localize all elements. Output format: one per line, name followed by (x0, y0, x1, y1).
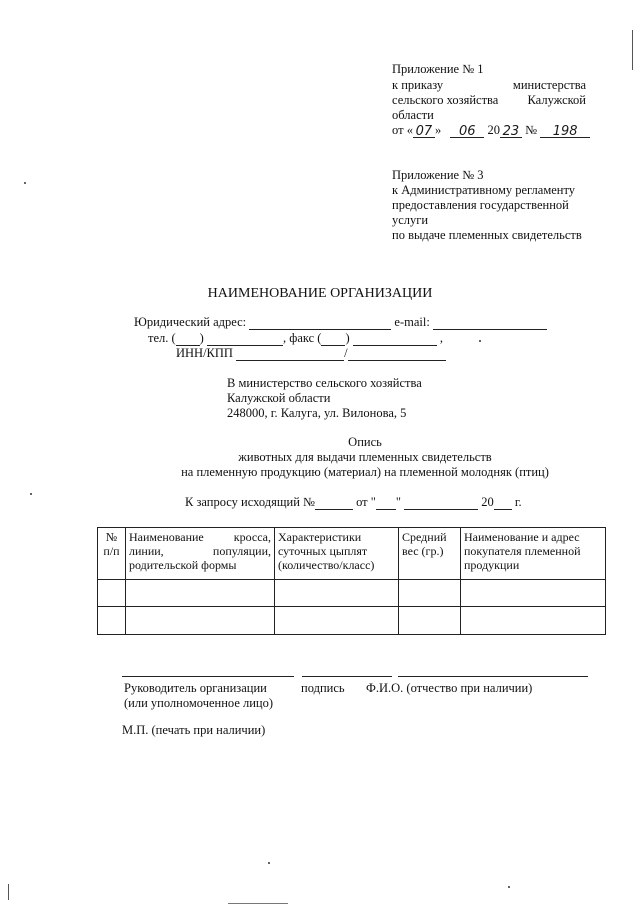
fax-close: ) (345, 331, 350, 345)
request-month-field[interactable] (404, 496, 478, 510)
col-name-header-l3: родительской формы (129, 558, 237, 572)
appendix1-day: 07 (413, 124, 435, 138)
recipient-line1: В министерство сельского хозяйства (227, 376, 422, 390)
col-number-header-l1: № (105, 530, 118, 544)
appendix1-line2-b: министерства (512, 78, 586, 92)
table-cell[interactable] (126, 580, 275, 607)
col-buyer-header-l2: покупателя племенной (464, 544, 581, 558)
request-from: от " (356, 495, 376, 509)
col-name-header-w4: популяции, (212, 544, 271, 558)
table-cell[interactable] (399, 580, 461, 607)
appendix1-year-prefix: 20 (487, 123, 500, 137)
appendix1-line4: области (392, 108, 434, 122)
legal-address-field[interactable] (249, 316, 391, 330)
signature-line[interactable] (302, 676, 392, 677)
appendix1-date-prefix: от (392, 123, 404, 137)
col-name-header-w2: кросса, (233, 530, 271, 544)
col-name-header-w1: Наименование (129, 530, 204, 544)
request-label: К запросу исходящий № (185, 495, 315, 509)
phone-close: ) (199, 331, 204, 345)
kpp-field[interactable] (348, 347, 446, 361)
scan-edge-mark (8, 884, 9, 900)
appendix1-line3 (392, 93, 586, 108)
table-cell[interactable] (98, 580, 126, 607)
table-cell[interactable] (399, 607, 461, 635)
inn-field[interactable] (236, 347, 344, 361)
appendix1-number-label: № (525, 123, 537, 137)
col-number-header-l2: п/п (103, 544, 120, 558)
email-label: e-mail: (394, 315, 430, 329)
phone-label: тел. ( (148, 331, 176, 345)
table-cell[interactable] (275, 580, 399, 607)
fax-label: , факс ( (282, 331, 322, 345)
col-char-header-l2: суточных цыплят (278, 544, 368, 558)
appendix1-line2 (392, 78, 586, 93)
col-characteristics-header (275, 528, 399, 580)
request-day-field[interactable] (376, 496, 396, 510)
col-number-header (98, 528, 126, 580)
fio-line[interactable] (398, 676, 588, 677)
appendix3-line5: по выдаче племенных свидетельств (392, 228, 582, 242)
recipient-line2: Калужской области (227, 391, 331, 405)
request-year-field[interactable] (494, 496, 512, 510)
signature-head-label: Руководитель организации (124, 681, 267, 695)
request-quote-close: " (395, 495, 401, 509)
inventory-line2: животных для выдачи племенных свидетельств (238, 450, 492, 464)
col-name-header-w3: линии, (129, 544, 164, 558)
email-field[interactable] (433, 316, 547, 330)
table-cell[interactable] (461, 607, 606, 635)
stamp-label: М.П. (печать при наличии) (122, 723, 266, 737)
appendix3-line3: предоставления государственной (392, 198, 569, 212)
col-buyer-header (461, 528, 606, 580)
phone-code-field[interactable] (176, 332, 200, 346)
appendix3-line2: к Административному регламенту (392, 183, 576, 197)
head-signature-line[interactable] (122, 676, 294, 677)
org-title: НАИМЕНОВАНИЕ ОРГАНИЗАЦИИ (207, 286, 433, 301)
inn-kpp-line (176, 346, 446, 361)
table-cell[interactable] (461, 580, 606, 607)
fax-number-field[interactable] (353, 332, 437, 346)
table-cell[interactable] (126, 607, 275, 635)
fax-code-field[interactable] (321, 332, 345, 346)
scan-edge-mark (228, 903, 288, 904)
phone-comma: , (439, 331, 444, 345)
signature-label: подпись (301, 681, 345, 695)
appendix3-title: Приложение № 3 (392, 168, 484, 182)
table-cell[interactable] (275, 607, 399, 635)
signature-authorized-label: (или уполномоченное лицо) (124, 696, 274, 710)
col-weight-header-l1: Средний (402, 530, 447, 544)
appendix1-number: 198 (540, 124, 590, 138)
legal-address-line (134, 315, 547, 330)
scan-dot (30, 493, 32, 495)
appendix1-date-line: от « 07 » 06 20 23 № 198 (392, 123, 590, 138)
col-name-header (126, 528, 275, 580)
col-weight-header-l2: вес (гр.) (402, 544, 444, 558)
appendix1-line2-a: к приказу (392, 78, 444, 92)
scan-dot (508, 886, 510, 888)
request-year-prefix: 20 (481, 495, 494, 509)
request-number-field[interactable] (315, 496, 353, 510)
request-year-suffix: г. (514, 495, 522, 509)
table-row (98, 607, 606, 635)
inn-slash: / (344, 346, 348, 360)
appendix1-line3-a: сельского хозяйства (392, 93, 499, 107)
inventory-table (97, 527, 606, 635)
appendix1-month: 06 (450, 124, 484, 138)
col-buyer-header-l1: Наименование и адрес (464, 530, 580, 544)
signature-fio-label: Ф.И.О. (отчество при наличии) (366, 681, 533, 695)
col-char-header-l1: Характеристики (278, 530, 362, 544)
appendix1-year-suffix: 23 (500, 124, 522, 138)
request-line (185, 495, 522, 510)
table-row (98, 580, 606, 607)
scan-dot (479, 340, 481, 342)
table-header-row (98, 528, 606, 580)
inventory-title: Опись (348, 435, 382, 449)
col-char-header-l3: (количество/класс) (278, 558, 375, 572)
inventory-line3: на племенную продукцию (материал) на племенной молодняк (птиц) (181, 465, 549, 479)
appendix1-title: Приложение № 1 (392, 62, 484, 76)
scan-dot (268, 862, 270, 864)
inn-label: ИНН/КПП (176, 346, 233, 360)
appendix1-line3-b: Калужской (527, 93, 586, 107)
recipient-line3: 248000, г. Калуга, ул. Вилонова, 5 (227, 406, 407, 420)
legal-address-label: Юридический адрес: (134, 315, 247, 329)
phone-number-field[interactable] (207, 332, 283, 346)
appendix3-line4: услуги (392, 213, 429, 227)
col-buyer-header-l3: продукции (464, 558, 520, 572)
scan-edge-mark (632, 30, 633, 70)
col-weight-header (399, 528, 461, 580)
phone-fax-line (148, 331, 443, 346)
scan-dot (24, 182, 26, 184)
table-cell[interactable] (98, 607, 126, 635)
